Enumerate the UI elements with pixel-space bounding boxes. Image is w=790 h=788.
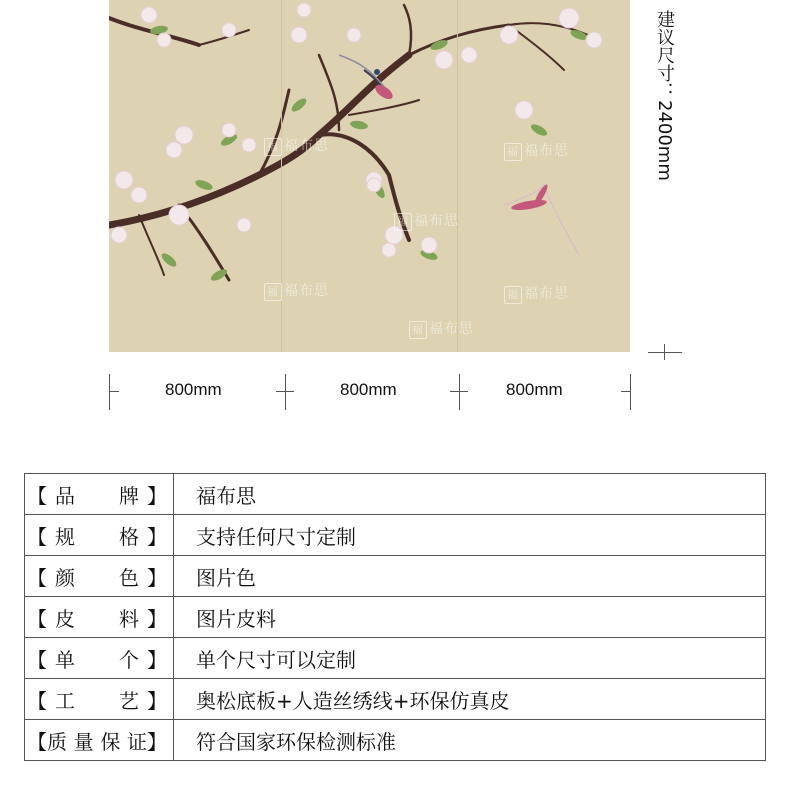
spec-row-color [25,556,766,597]
spec-value-unit: 单个尺寸可以定制 [174,638,766,679]
width-dimension-line [109,391,119,392]
spec-key-cell: 【 工 艺 】 [25,679,174,720]
width-label-2: 800mm [340,380,397,399]
watermark: 福 福布思 [264,135,329,156]
spec-key-cell: 【 颜 色 】 [25,556,174,597]
width-label-1: 800mm [165,380,222,399]
flying-bird-illustration [504,183,579,255]
spec-row-quality [25,720,766,761]
spec-value-brand: 福布思 [174,474,766,515]
width-dimension-tick [285,374,286,410]
spec-key-cell: 【 质 量 保 证 】 [25,720,174,761]
watermark: 福 福布思 [504,283,569,304]
width-label-3: 800mm [506,380,563,399]
spec-value-color: 图片色 [174,556,766,597]
panel-seam [457,0,458,352]
watermark: 福 福布思 [409,318,474,339]
wallpaper-artwork [109,0,630,352]
spec-value-quality: 符合国家环保检测标准 [174,720,766,761]
width-dimension-tick [459,374,460,410]
spec-key-cell: 【 皮 料 】 [25,597,174,638]
spec-key-cell: 【 单 个 】 [25,638,174,679]
width-dimension-tick [109,374,110,410]
watermark: 福 福布思 [264,280,329,301]
watermark: 福 福布思 [394,210,459,231]
spec-key-cell: 【 规 格 】 [25,515,174,556]
spec-key-cell: 【 品 牌 】 [25,474,174,515]
spec-row-size [25,515,766,556]
height-dimension-tick [648,352,682,353]
product-spec-table [24,473,766,761]
spec-row-material [25,597,766,638]
watermark: 福 福布思 [504,140,569,161]
spec-value-craft: 奥松底板+人造丝绣线+环保仿真皮 [174,679,766,720]
spec-row-brand [25,474,766,515]
width-dimension-tick [630,374,631,410]
spec-row-craft [25,679,766,720]
spec-value-size: 支持任何尺寸定制 [174,515,766,556]
spec-value-material: 图片皮料 [174,597,766,638]
height-dimension-label: 建议尺寸：2400mm [654,10,675,181]
height-dimension-tick [664,344,665,360]
spec-row-unit [25,638,766,679]
